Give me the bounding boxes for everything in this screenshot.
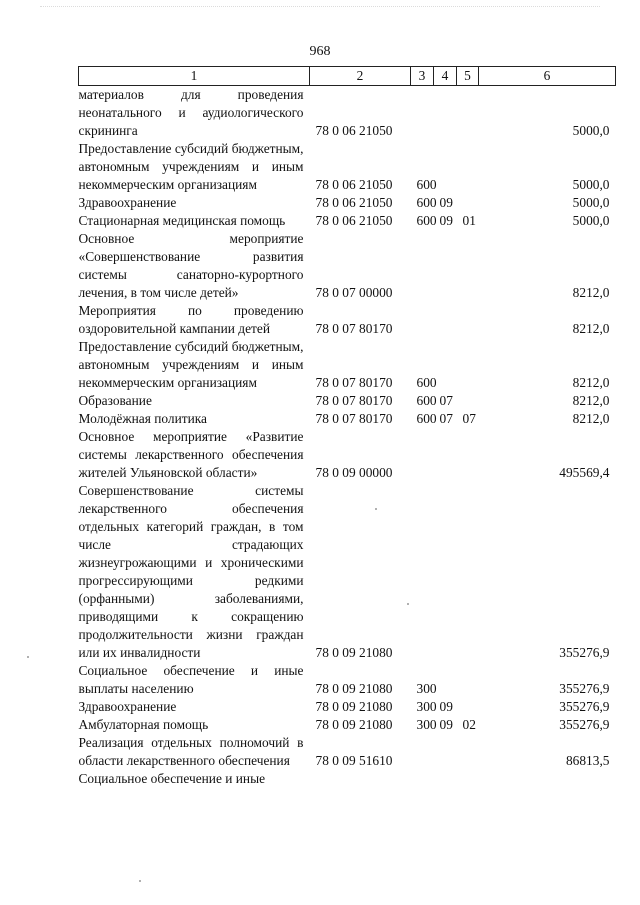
row-col-4: 07 — [439, 393, 453, 408]
row-amount: 5000,0 — [572, 213, 610, 228]
row-name: Социальное обеспечение и иные выплаты населению — [78, 663, 304, 696]
row-col-5 — [457, 230, 479, 302]
table-row — [79, 86, 616, 141]
row-col-5 — [457, 194, 479, 212]
row-name: Молодёжная политика — [78, 411, 208, 426]
scan-artifact — [40, 6, 600, 9]
row-col-4 — [434, 302, 457, 338]
row-col-4: 09 — [439, 699, 453, 714]
row-code: 78 0 07 80170 — [315, 411, 393, 426]
row-col-4: 07 — [439, 411, 453, 426]
row-col-3: 600 — [416, 177, 437, 192]
row-col-3 — [411, 428, 434, 482]
table-row — [79, 770, 616, 788]
table-header — [79, 67, 616, 86]
row-col-3: 600 — [416, 213, 437, 228]
row-amount: 8212,0 — [572, 285, 610, 300]
table-row — [79, 734, 616, 770]
table-row — [79, 698, 616, 716]
scan-speck — [27, 656, 29, 658]
row-code: 78 0 09 21080 — [315, 699, 393, 714]
row-col-4: 09 — [439, 717, 453, 732]
header-col-name: 1 — [79, 67, 310, 86]
header-col-code: 2 — [310, 67, 411, 86]
row-col-4 — [434, 734, 457, 770]
row-name: Предоставление субсидий бюджетным, автономным учреждениям и иным некоммерческим организациям — [78, 339, 304, 390]
row-amount: 8212,0 — [572, 321, 610, 336]
row-name: Образование — [78, 393, 152, 408]
row-name: Здравоохранение — [78, 195, 177, 210]
row-col-5 — [457, 770, 479, 788]
row-amount: 495569,4 — [559, 465, 610, 480]
row-col-5 — [457, 86, 479, 141]
row-code: 78 0 09 00000 — [315, 465, 393, 480]
row-col-3: 300 — [416, 681, 437, 696]
row-col-3: 600 — [416, 375, 437, 390]
row-col-3: 600 — [416, 393, 437, 408]
table-body — [79, 86, 616, 789]
row-name: Социальное обеспечение и иные — [78, 771, 266, 786]
header-col-5: 5 — [457, 67, 479, 86]
row-code: 78 0 06 21050 — [315, 195, 393, 210]
row-col-4 — [434, 770, 457, 788]
row-name: Амбулаторная помощь — [78, 717, 209, 732]
page-number: 968 — [309, 44, 331, 59]
row-col-3 — [411, 770, 434, 788]
table-row — [79, 140, 616, 194]
table-row — [79, 194, 616, 212]
table-row — [79, 410, 616, 428]
row-col-3: 600 — [416, 195, 437, 210]
header-col-amount: 6 — [479, 67, 616, 86]
row-name: Стационарная медицинская помощь — [78, 213, 286, 228]
row-col-5 — [457, 140, 479, 194]
row-amount: 355276,9 — [559, 681, 610, 696]
row-col-5 — [457, 734, 479, 770]
row-col-5 — [457, 302, 479, 338]
row-code: 78 0 09 21080 — [315, 681, 393, 696]
row-amount: 355276,9 — [559, 717, 610, 732]
row-amount: 8212,0 — [572, 411, 610, 426]
header-row — [79, 67, 616, 86]
scan-speck — [407, 603, 409, 605]
row-col-3 — [411, 86, 434, 141]
row-code: 78 0 06 21050 — [315, 213, 393, 228]
row-col-3 — [411, 302, 434, 338]
budget-table — [78, 66, 616, 788]
row-code: 78 0 09 21080 — [315, 717, 393, 732]
row-col-5: 02 — [462, 717, 476, 732]
row-col-4 — [434, 482, 457, 662]
row-col-4 — [434, 428, 457, 482]
row-amount: 8212,0 — [572, 375, 610, 390]
table-row — [79, 662, 616, 698]
row-amount: 5000,0 — [572, 177, 610, 192]
scan-speck — [375, 508, 377, 510]
row-col-5 — [457, 698, 479, 716]
row-name: Реализация отдельных полномочий в области лекарственного обеспечения — [78, 735, 304, 768]
row-name: Основное мероприятие «Развитие системы лекарственного обеспечения жителей Ульяновской области» — [78, 429, 304, 480]
row-code: 78 0 07 80170 — [315, 375, 393, 390]
row-name: Предоставление субсидий бюджетным, автономным учреждениям и иным некоммерческим организациям — [78, 141, 304, 192]
row-col-5 — [457, 392, 479, 410]
row-col-3 — [411, 734, 434, 770]
row-col-4 — [434, 230, 457, 302]
table-row — [79, 392, 616, 410]
row-code — [310, 770, 411, 788]
row-col-5 — [457, 482, 479, 662]
table-row — [79, 302, 616, 338]
row-col-3: 300 — [416, 699, 437, 714]
row-amount — [479, 770, 616, 788]
row-code: 78 0 09 51610 — [315, 753, 393, 768]
scan-speck — [139, 880, 141, 882]
table-row — [79, 428, 616, 482]
row-name: Здравоохранение — [78, 699, 177, 714]
row-col-4: 09 — [439, 195, 453, 210]
row-amount: 8212,0 — [572, 393, 610, 408]
row-name: Совершенствование системы лекарственного обеспечения отдельных категорий граждан, в том числе страдающих жизнеугрожающими и хроническими прогрессирующими редкими (орфанными) заболеваниями, приводящими к сокращению продолжительности жизни граждан или их инвалидности — [78, 483, 304, 660]
row-code: 78 0 07 80170 — [315, 321, 393, 336]
table-row — [79, 482, 616, 662]
row-col-5 — [457, 662, 479, 698]
row-col-3: 600 — [416, 411, 437, 426]
row-name: материалов для проведения неонатального и аудиологического скрининга — [78, 87, 304, 138]
header-col-3: 3 — [411, 67, 434, 86]
row-col-3 — [411, 482, 434, 662]
row-name: Мероприятия по проведению оздоровительной кампании детей — [78, 303, 304, 336]
row-col-5 — [457, 428, 479, 482]
row-amount: 355276,9 — [559, 699, 610, 714]
row-code: 78 0 06 21050 — [315, 177, 393, 192]
table-row — [79, 230, 616, 302]
header-col-4: 4 — [434, 67, 457, 86]
row-amount: 5000,0 — [572, 195, 610, 210]
row-col-4: 09 — [439, 213, 453, 228]
row-amount: 86813,5 — [565, 753, 610, 768]
row-name: Основное мероприятие «Совершенствование развития системы санаторно-курортного лечения, в том числе детей» — [78, 231, 304, 300]
row-code: 78 0 06 21050 — [315, 123, 393, 138]
row-code: 78 0 09 21080 — [315, 645, 393, 660]
table-row — [79, 716, 616, 734]
row-col-4 — [434, 86, 457, 141]
row-amount: 355276,9 — [559, 645, 610, 660]
row-col-3 — [411, 230, 434, 302]
table-row — [79, 338, 616, 392]
row-code: 78 0 07 80170 — [315, 393, 393, 408]
row-col-5: 07 — [462, 411, 476, 426]
table-row — [79, 212, 616, 230]
row-code: 78 0 07 00000 — [315, 285, 393, 300]
row-col-5: 01 — [462, 213, 476, 228]
row-col-3: 300 — [416, 717, 437, 732]
row-amount: 5000,0 — [572, 123, 610, 138]
row-col-5 — [457, 338, 479, 392]
